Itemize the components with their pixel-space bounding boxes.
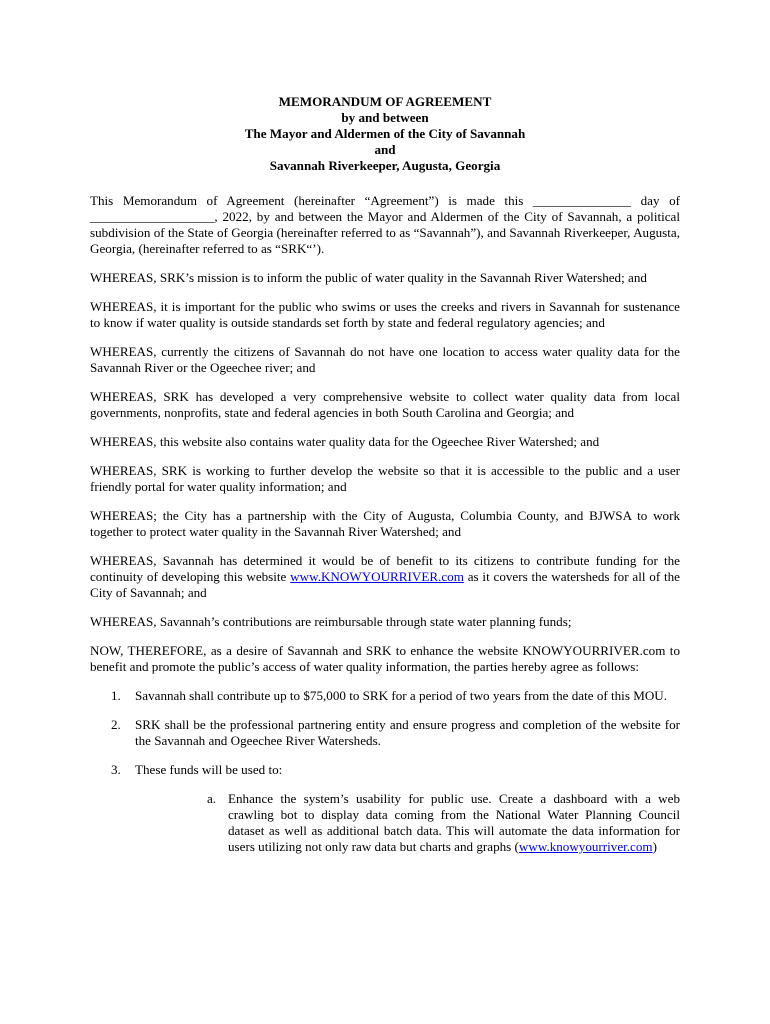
list-item-number: 2.	[111, 717, 121, 732]
funds-usage-sublist	[90, 791, 680, 855]
whereas-website-paragraph	[90, 553, 680, 601]
whereas-paragraph: WHEREAS, SRK’s mission is to inform the public of water quality in the Savannah River Watershed; and	[90, 270, 647, 285]
whereas-paragraph: WHEREAS, Savannah’s contributions are reimbursable through state water planning funds;	[90, 614, 572, 629]
document-body	[90, 193, 680, 855]
sublist-item	[90, 791, 680, 855]
knowyourriver-link[interactable]: www.knowyourriver.com	[518, 839, 653, 854]
sublist-item-letter: a.	[207, 791, 217, 806]
sublist-item-text-end: )	[652, 839, 657, 854]
title-line-5: Savannah Riverkeeper, Augusta, Georgia	[269, 158, 501, 173]
list-item-text: Savannah shall contribute up to $75,000 to SRK for a period of two years from the date of this MOU.	[135, 688, 668, 703]
whereas-paragraph: WHEREAS, it is important for the public who swims or uses the creeks and rivers in Savannah for sustenance to know if water quality is outside standards set forth by state and federal regulatory agencies; and	[90, 299, 680, 330]
sublist-item-text: Enhance the system’s usability for public use. Create a dashboard with a web crawling bot to display data coming from the National Water Planning Council dataset as well as additional batch data. This will automate the data information for users utilizing not only raw data but charts and graphs (	[228, 791, 680, 854]
title-line-3: The Mayor and Aldermen of the City of Savannah	[244, 126, 526, 141]
title-line-1: MEMORANDUM OF AGREEMENT	[278, 94, 492, 109]
whereas-paragraph: WHEREAS, this website also contains water quality data for the Ogeechee River Watershed; and	[90, 434, 600, 449]
list-item-text: These funds will be used to:	[135, 762, 283, 777]
now-therefore-paragraph: NOW, THEREFORE, as a desire of Savannah and SRK to enhance the website KNOWYOURRIVER.com to benefit and promote the public’s access of water quality information, the parties hereby agree as follows:	[90, 643, 680, 674]
list-item	[90, 762, 680, 778]
whereas-text-after-link: as it covers the watersheds for all of the City of Savannah; and	[90, 569, 680, 600]
list-item-number: 3.	[111, 762, 121, 777]
whereas-paragraph: WHEREAS, currently the citizens of Savannah do not have one location to access water quality data for the Savannah River or the Ogeechee river; and	[90, 344, 680, 375]
title-line-4: and	[374, 142, 396, 157]
document-title-block	[90, 94, 680, 174]
whereas-paragraph: WHEREAS, SRK is working to further develop the website so that it is accessible to the public and a user friendly portal for water quality information; and	[90, 463, 680, 494]
list-item-text: SRK shall be the professional partnering entity and ensure progress and completion of the website for the Savannah and Ogeechee River Watersheds.	[135, 717, 680, 748]
list-item-number: 1.	[111, 688, 121, 703]
title-line-2: by and between	[341, 110, 429, 125]
whereas-paragraph: WHEREAS; the City has a partnership with the City of Augusta, Columbia County, and BJWSA to work together to protect water quality in the Savannah River Watershed; and	[90, 508, 680, 539]
whereas-paragraph: WHEREAS, SRK has developed a very comprehensive website to collect water quality data from local governments, nonprofits, state and federal agencies in both South Carolina and Georgia; and	[90, 389, 680, 420]
list-item	[90, 717, 680, 749]
agreement-terms-list	[90, 688, 680, 778]
intro-paragraph: This Memorandum of Agreement (hereinafter “Agreement”) is made this _______________ day of ___________________, 2022, by and between the Mayor and Aldermen of the City of Savannah, a political subdivision of the State of Georgia (hereinafter referred to as “Savannah”), and Savannah Riverkeeper, Augusta, Georgia, (hereinafter referred to as “SRK“’).	[90, 193, 680, 256]
knowyourriver-link[interactable]: www.KNOWYOURRIVER.com	[290, 569, 464, 584]
list-item	[90, 688, 680, 704]
whereas-text-before-link: WHEREAS, Savannah has determined it would be of benefit to its citizens to contribute funding for the continuity of developing this website	[90, 553, 680, 584]
